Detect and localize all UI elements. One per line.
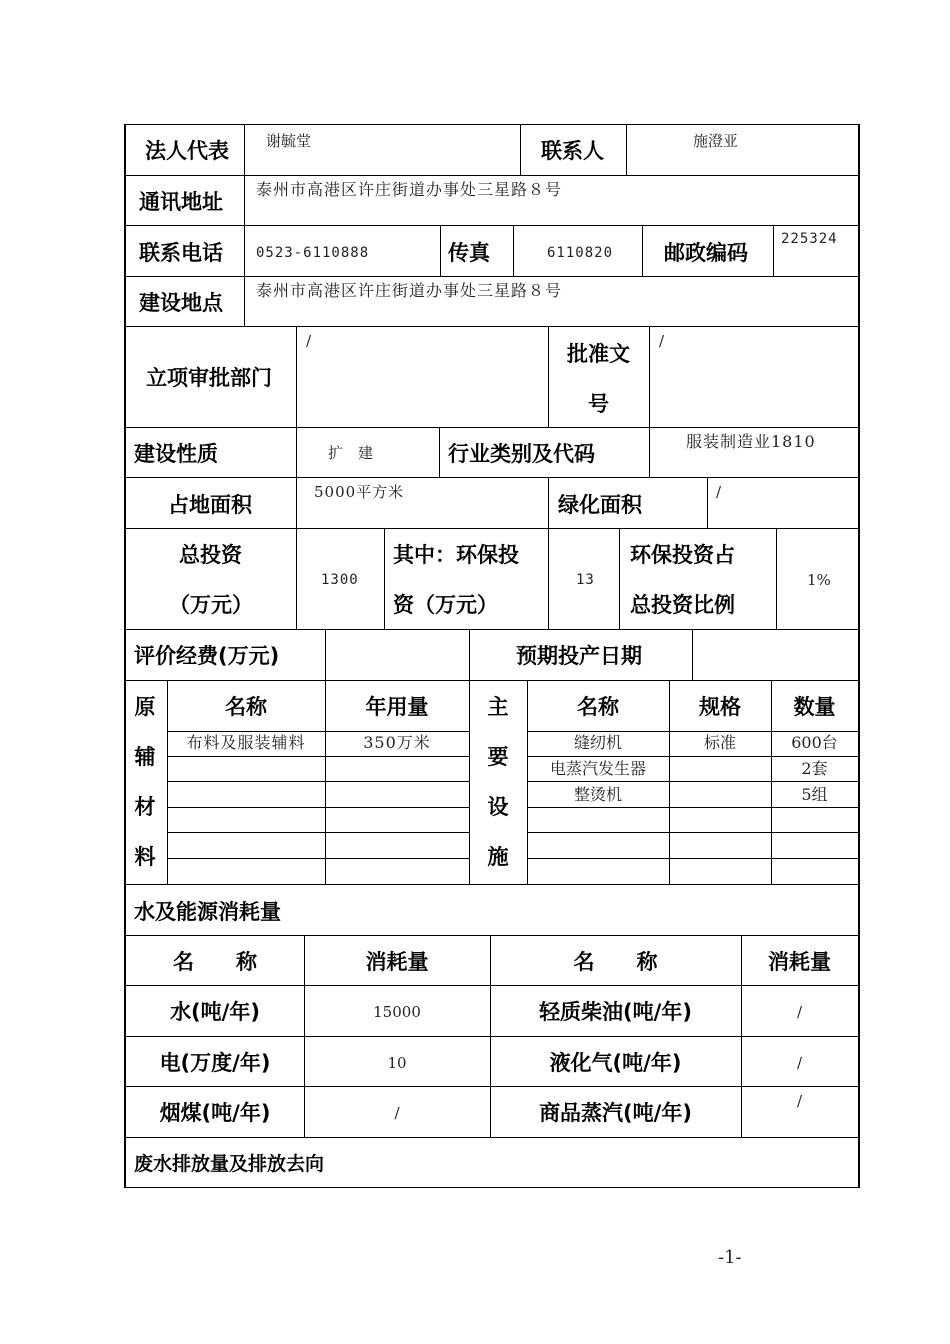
v-line: [325, 629, 326, 680]
energy-row-left-name: 水(吨/年): [170, 1000, 260, 1024]
invest-label-line2: （万元）: [169, 593, 253, 617]
energy-row-left-name: 电(万度/年): [159, 1051, 271, 1075]
v-line: [548, 326, 549, 427]
material-amount: 350万米: [363, 733, 431, 752]
h-line: [527, 781, 860, 782]
materials-side-char: 辅: [134, 745, 156, 769]
energy-amount-header-right: 消耗量: [768, 950, 831, 974]
h-line: [167, 731, 469, 732]
materials-side-char: 原: [134, 695, 156, 719]
h-line: [124, 225, 860, 226]
legal-rep-label: 法人代表: [145, 139, 229, 163]
v-line: [707, 477, 708, 528]
equipment-side-char: 设: [487, 795, 509, 819]
ratio-label-line2: 总投资比例: [630, 593, 735, 617]
v-line: [296, 427, 297, 477]
nature-label: 建设性质: [134, 442, 218, 466]
v-line: [244, 225, 245, 276]
h-line: [124, 276, 860, 277]
h-line: [167, 807, 469, 808]
approval-dept-label: 立项审批部门: [146, 366, 272, 390]
equipment-side-char: 施: [487, 845, 509, 869]
equipment-name-header: 名称: [577, 695, 619, 719]
site-label: 建设地点: [139, 291, 223, 315]
table-border-right: [858, 124, 860, 1188]
postcode-label: 邮政编码: [664, 241, 748, 265]
contact-value: 施澄亚: [693, 132, 739, 150]
energy-row-left-name: 烟煤(吨/年): [159, 1101, 271, 1125]
energy-row-right-name: 轻质柴油(吨/年): [539, 1000, 692, 1024]
equipment-side-char: 要: [487, 745, 509, 769]
v-line: [296, 326, 297, 427]
h-line: [124, 175, 860, 176]
h-line: [167, 781, 469, 782]
v-line: [520, 124, 521, 175]
h-line: [527, 731, 860, 732]
area-value: 5000平方米: [314, 483, 405, 501]
equipment-spec: 标准: [703, 733, 736, 752]
material-name: 布料及服装辅料: [186, 733, 306, 752]
equipment-qty: 2套: [801, 759, 828, 778]
h-line: [124, 935, 860, 936]
v-line: [692, 629, 693, 680]
h-line: [527, 832, 860, 833]
v-line: [384, 528, 385, 629]
table-border-left: [124, 124, 126, 1188]
energy-row-left-amount: 15000: [373, 1003, 421, 1021]
area-label: 占地面积: [168, 493, 252, 517]
h-line: [124, 1086, 860, 1087]
energy-row-right-amount: /: [796, 1003, 803, 1021]
energy-row-right-amount: /: [796, 1054, 803, 1072]
h-line: [124, 124, 860, 125]
v-line: [244, 276, 245, 326]
v-line: [548, 477, 549, 528]
env-invest-label-line2: 资（万元）: [393, 593, 498, 617]
phone-value: 0523-6110888: [256, 245, 370, 261]
v-line: [469, 680, 470, 884]
approval-no-label-line2: 号: [588, 392, 609, 416]
green-label: 绿化面积: [558, 493, 642, 517]
address-value: 泰州市高港区许庄街道办事处三星路８号: [256, 180, 563, 199]
energy-name-header-left: 名 称: [173, 950, 257, 974]
contact-label: 联系人: [541, 139, 604, 163]
v-line: [244, 175, 245, 225]
h-line: [124, 680, 860, 681]
h-line: [527, 858, 860, 859]
v-line: [642, 225, 643, 276]
address-label: 通讯地址: [139, 190, 223, 214]
green-value: /: [716, 483, 722, 501]
energy-row-right-name: 液化气(吨/年): [549, 1051, 682, 1075]
v-line: [296, 528, 297, 629]
fax-value: 6110820: [547, 245, 614, 261]
v-line: [244, 124, 245, 175]
materials-name-header: 名称: [225, 695, 267, 719]
v-line: [548, 528, 549, 629]
site-value: 泰州市高港区许庄街道办事处三星路８号: [256, 281, 563, 300]
materials-amount-header: 年用量: [365, 695, 429, 719]
equipment-spec-header: 规格: [699, 695, 741, 719]
equipment-side-label: [483, 694, 513, 894]
v-line: [626, 124, 627, 175]
approval-no-label-line1: 批准文: [567, 342, 630, 366]
v-line: [619, 528, 620, 629]
materials-side-char: 材: [134, 795, 156, 819]
ratio-label-line1: 环保投资占: [630, 543, 735, 567]
env-invest-value: 13: [576, 572, 595, 588]
nature-value: 扩 建: [328, 444, 374, 462]
materials-side-char: 料: [134, 845, 156, 869]
equipment-name: 缝纫机: [573, 733, 622, 752]
production-date-label: 预期投产日期: [516, 644, 642, 668]
page-number: -1-: [718, 1247, 742, 1268]
v-line: [296, 477, 297, 528]
energy-section-title: 水及能源消耗量: [134, 900, 281, 924]
v-line: [649, 427, 650, 477]
h-line: [124, 427, 860, 428]
h-line: [167, 858, 469, 859]
v-line: [469, 629, 470, 680]
h-line: [167, 756, 469, 757]
postcode-value: 225324: [781, 231, 838, 247]
energy-row-left-amount: /: [394, 1104, 400, 1122]
energy-amount-header-left: 消耗量: [365, 950, 429, 974]
legal-rep-value: 谢毓堂: [266, 132, 312, 150]
invest-label-line1: 总投资: [179, 543, 242, 567]
equipment-qty-header: 数量: [793, 695, 836, 719]
h-line: [527, 807, 860, 808]
energy-row-right-name: 商品蒸汽(吨/年): [539, 1101, 692, 1125]
v-line: [440, 225, 441, 276]
equipment-name: 整烫机: [573, 785, 622, 804]
fee-label: 评价经费(万元): [134, 644, 280, 668]
materials-side-label: [130, 694, 160, 894]
equipment-qty: 600台: [791, 733, 838, 752]
h-line: [527, 756, 860, 757]
equipment-qty: 5组: [801, 785, 828, 804]
invest-value: 1300: [321, 572, 359, 588]
energy-row-left-amount: 10: [387, 1054, 407, 1072]
approval-dept-value: /: [306, 332, 312, 350]
v-line: [439, 427, 440, 477]
h-line: [124, 477, 860, 478]
industry-label: 行业类别及代码: [448, 442, 595, 466]
h-line: [124, 1187, 860, 1188]
h-line: [167, 832, 469, 833]
fax-label: 传真: [448, 241, 490, 265]
h-line: [124, 326, 860, 327]
approval-no-value: /: [659, 332, 665, 350]
energy-row-right-amount: /: [796, 1092, 803, 1110]
env-invest-label-line1: 其中：环保投: [393, 543, 519, 567]
h-line: [124, 1137, 860, 1138]
h-line: [124, 1036, 860, 1037]
h-line: [124, 528, 860, 529]
v-line: [776, 528, 777, 629]
equipment-name: 电蒸汽发生器: [549, 759, 646, 778]
industry-value: 服装制造业1810: [686, 432, 816, 451]
v-line: [649, 326, 650, 427]
h-line: [124, 985, 860, 986]
v-line: [513, 225, 514, 276]
wastewater-section-title: 废水排放量及排放去向: [134, 1153, 325, 1175]
energy-name-header-right: 名 称: [573, 950, 658, 974]
ratio-value: 1%: [807, 571, 831, 589]
v-line: [773, 225, 774, 276]
h-line: [124, 629, 860, 630]
phone-label: 联系电话: [139, 241, 223, 265]
equipment-side-char: 主: [487, 695, 509, 719]
